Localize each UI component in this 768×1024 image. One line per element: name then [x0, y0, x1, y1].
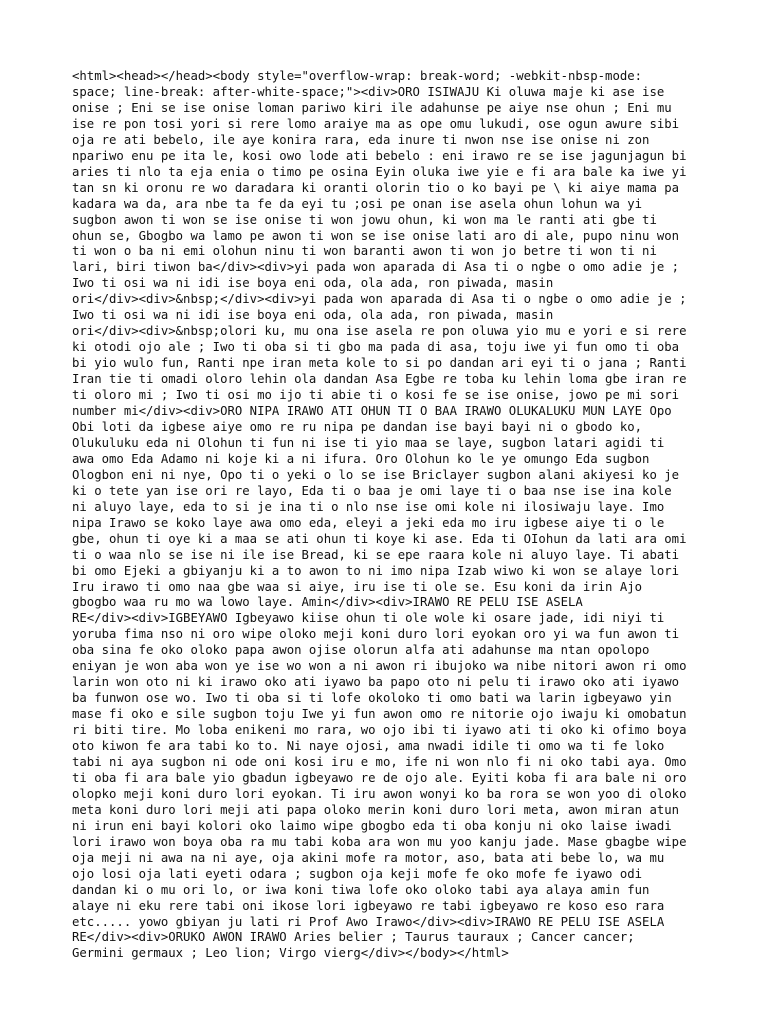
text-line: bi yio wulo fun, Ranti npe iran meta kole to si po dandan ari eyi ti o jana ; Ranti: [72, 356, 687, 371]
text-line: olopko meji koni duro lori eyokan. Ti iru awon wonyi ko ba rora se won yoo di oloko: [72, 786, 687, 801]
text-line: larin won oto ni ki irawo oko ati iyawo ba papo oto ni pelu ti irawo oko ati iyawo: [72, 675, 680, 690]
text-line: kadara wa da, ara nbe ta fe da eyi tu ;osi pe onan ise asela ohun lohun wa yi: [72, 196, 643, 211]
text-line: Olukuluku eda ni Olohun ti fun ni ise ti yio maa se laye, sugbon latari agidi ti: [72, 435, 665, 450]
text-line: tan sn ki oronu re wo daradara ki oranti olorin tio o ko bayi pe \ ki aiye mama pa: [72, 180, 680, 195]
text-line: Ologbon eni ni nye, Opo ti o yeki o lo se ise Briclayer sugbon alani akiyesi ko je: [72, 467, 680, 482]
text-line: aries ti nlo ta eja enia o timo pe osina Eyin oluka iwe yie e fi ara bale ka iwe yi: [72, 164, 687, 179]
text-line: meta koni duro lori meji ati papa oloko merin koni duro lori meta, awon miran atun: [72, 802, 680, 817]
text-line: onise ; Eni se ise onise loman pariwo kiri ile adahunse pe aiye nse ohun ; Eni mu: [72, 100, 672, 115]
text-line: awa omo Eda Adamo ni koje ki a ni ifura. Oro Olohun ko le ye omungo Eda sugbon: [72, 451, 650, 466]
text-line: ojo losi oja lati eyeti odara ; sugbon oja keji mofe fe oko mofe fe iyawo odi: [72, 866, 643, 881]
text-line: number mi</div><div>ORO NIPA IRAWO ATI OHUN TI O BAA IRAWO OLUKALUKU MUN LAYE Opo: [72, 404, 672, 419]
text-line: ti won o ba ni emi olohun ninu ti won baranti awon ti won jo betre ti won ti ni: [72, 244, 657, 259]
text-line: tabi ni aya sugbon ni ode oni kosi iru e mo, ife ni won nlo fi ni oko tabi aya. Omo: [72, 754, 687, 769]
text-line: lari, biri tiwon ba</div><div>yi pada won aparada di Asa ti o ngbe o omo adie je ;: [72, 260, 680, 275]
text-line: lori irawo won boya oba ra mu tabi koba ara won mu yoo kanju jade. Mase gbagbe wipe: [72, 834, 687, 849]
text-line: <html><head></head><body style="overflow-wrap: break-word; -webkit-nbsp-mode:: [72, 69, 643, 83]
text-line: RE</div><div>IGBEYAWO Igbeyawo kiise ohun ti ole wole ki osare jade, idi niyi ti: [72, 611, 665, 626]
text-line: ti o waa nlo se ise ni ile ise Bread, ki se epe raara kole ni aluyo laye. Ti abati: [72, 547, 680, 562]
text-line: Obi loti da igbese aiye omo re ru nipa pe dandan ise bayi bayi ni o gbodo ko,: [72, 419, 643, 434]
text-line: gbe, ohun ti oye ki a maa se ati ohun ti koye ki ase. Eda ti OIohun da lati ara omi: [72, 531, 687, 546]
text-line: ba funwon ose wo. Iwo ti oba si ti lofe okoloko ti omo bati wa larin igbeyawo yin: [72, 691, 672, 706]
text-line: mase fi oko e sile sugbon toju Iwe yi fun awon omo re nitorie ojo iwaju ki omobatun: [72, 707, 687, 722]
text-line: oja meji ni awa na ni aye, oja akini mofe ra motor, aso, bata ati bebe lo, wa mu: [72, 850, 665, 865]
text-line: yoruba fima nso ni oro wipe oloko meji koni duro lori eyokan oro yi wa fun awon ti: [72, 627, 680, 642]
text-line: Iran tie ti omadi oloro lehin ola dandan Asa Egbe re toba ku lehin loma gbe iran re: [72, 372, 687, 387]
text-line: ni aluyo laye, eda to si je ina ti o nlo nse ise omi kole ni ilosiwaju laye. Imo: [72, 499, 665, 514]
text-line: space; line-break: after-white-space;"><div>ORO ISIWAJU Ki oluwa maje ki ase ise: [72, 84, 665, 99]
text-line: ni irun eni bayi kolori oko laimo wipe gbogbo eda ti oba konju ni oko laise iwadi: [72, 818, 672, 833]
text-line: ti oba fi ara bale yio gbadun igbeyawo re de ojo ale. Eyiti koba fi ara bale ni oro: [72, 770, 687, 785]
text-line: Germini germaux ; Leo lion; Virgo vierg</div></body></html>: [72, 946, 509, 961]
text-line: Iru irawo ti omo naa gbe waa si aiye, iru ise ti ole se. Esu koni da irin Ajo: [72, 579, 643, 594]
text-line: dandan ki o mu ori lo, or iwa koni tiwa lofe oko oloko tabi aya alaya amin fun: [72, 882, 650, 897]
text-line: gbogbo waa ru mo wa lowo laye. Amin</div><div>IRAWO RE PELU ISE ASELA: [72, 595, 583, 610]
text-line: etc..... yowo gbiyan ju lati ri Prof Awo Irawo</div><div>IRAWO RE PELU ISE ASELA: [72, 914, 665, 929]
text-line: ise re pon tosi yori si rere lomo araiye ma as ope omu lukudi, ose ogun awure sibi: [72, 116, 680, 131]
text-line: alaye ni eku rere tabi oni ikose lori igbeyawo re tabi igbeyawo re koso eso rara: [72, 898, 665, 913]
text-line: ori</div><div>&nbsp;</div><div>yi pada won aparada di Asa ti o ngbe o omo adie je ;: [72, 292, 687, 307]
document-text: [72, 69, 700, 962]
text-line: sugbon awon ti won se ise onise ti won jowu ohun, ki won ma le ranti ati gbe ti: [72, 212, 657, 227]
text-line: npariwo enu pe ita le, kosi owo lode ati bebelo : eni irawo re se ise jagunjagun bi: [72, 148, 687, 163]
text-line: nipa Irawo se koko laye awa omo eda, eleyi a jeki eda mo iru igbese aiye ti o le: [72, 515, 665, 530]
text-line: RE</div><div>ORUKO AWON IRAWO Aries belier ; Taurus tauraux ; Cancer cancer;: [72, 930, 635, 945]
document-page: [72, 69, 700, 962]
text-line: oja re ati bebelo, ile aye konira rara, eda inure ti nwon nse ise onise ni zon: [72, 132, 650, 147]
text-line: Iwo ti osi wa ni idi ise boya eni oda, ola ada, ron piwada, masin: [72, 308, 554, 323]
text-line: ri biti tire. Mo loba enikeni mo rara, wo ojo ibi ti iyawo ati ti oko ki ofimo boya: [72, 723, 687, 738]
text-line: ori</div><div>&nbsp;olori ku, mu ona ise asela re pon oluwa yio mu e yori e si rere: [72, 324, 687, 339]
text-line: oto kiwon fe ara tabi ko to. Ni naye ojosi, ama nwadi idile ti omo wa ti fe loko: [72, 739, 665, 754]
text-line: ohun se, Gbogbo wa lamo pe awon ti won se ise onise lati aro di ale, pupo ninu won: [72, 228, 680, 243]
text-line: Iwo ti osi wa ni idi ise boya eni oda, ola ada, ron piwada, masin: [72, 276, 554, 291]
text-line: ti oloro mi ; Iwo ti osi mo ijo ti abie ti o kosi fe se ise onise, jowo pe mi sori: [72, 388, 680, 403]
text-line: ki o tete yan ise ori re layo, Eda ti o baa je omi laye ti o baa nse ise ina kole: [72, 483, 672, 498]
text-line: oba sina fe oko oloko papa awon ojise olorun alfa ati adahunse ma ntan opolopo: [72, 643, 650, 658]
text-line: ki otodi ojo ale ; Iwo ti oba si ti gbo ma pada di asa, toju iwe yi fun omo ti oba: [72, 340, 680, 355]
text-line: eniyan je won aba won ye ise wo won a ni awon ri ibujoko wa nibe nitori awon ri omo: [72, 659, 687, 674]
text-line: bi omo Ejeki a gbiyanju ki a to awon to ni imo nipa Izab wiwo ki won se alaye lori: [72, 563, 680, 578]
